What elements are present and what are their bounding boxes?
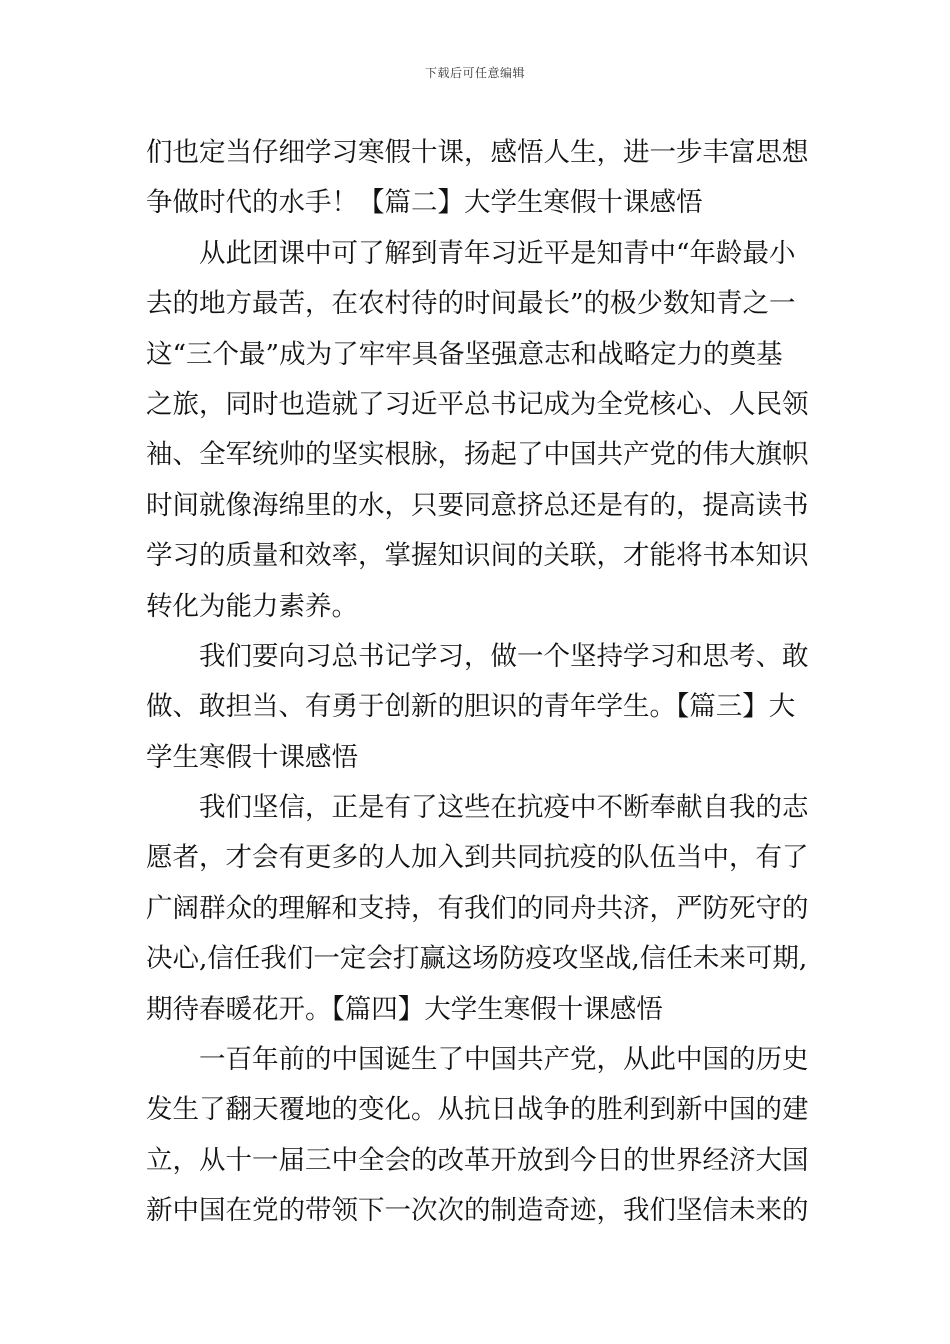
page-header: 下载后可任意编辑 [424, 66, 525, 80]
text-line: 转化为能力素养。 [146, 590, 358, 622]
text-line: 之旅，同时也造就了习近平总书记成为全党核心、人民领 [146, 388, 809, 420]
text-line: 我们要向习总书记学习，做一个坚持学习和思考、敢 [199, 640, 809, 672]
text-line: 学生寒假十课感悟 [146, 741, 358, 773]
text-line: 广阔群众的理解和支持，有我们的同舟共济，严防死守的 [146, 892, 809, 924]
text-line: 立，从十一届三中全会的改革开放到今日的世界经济大国 [146, 1144, 809, 1176]
text-line: 愿者，才会有更多的人加入到共同抗疫的队伍当中，有了 [146, 842, 809, 874]
text-line: 一百年前的中国诞生了中国共产党，从此中国的历史 [199, 1044, 809, 1076]
text-line: 袖、全军统帅的坚实根脉，扬起了中国共产党的伟大旗帜 [146, 439, 809, 471]
text-line: 新中国在党的带领下一次次的制造奇迹，我们坚信未来的 [146, 1195, 809, 1227]
text-line: 从此团课中可了解到青年习近平是知青中“年龄最小 [199, 237, 796, 269]
text-line: 决心,信任我们一定会打赢这场防疫攻坚战,信任未来可期, [146, 943, 808, 975]
text-line: 这“三个最”成为了牢牢具备坚强意志和战略定力的奠基 [146, 338, 783, 370]
text-line: 学习的质量和效率，掌握知识间的关联，才能将书本知识 [146, 540, 809, 572]
text-line: 期待春暖花开。【篇四】大学生寒假十课感悟 [146, 993, 663, 1025]
text-line: 时间就像海绵里的水，只要同意挤总还是有的，提高读书 [146, 489, 809, 521]
text-line: 争做时代的水手！【篇二】大学生寒假十课感悟 [146, 187, 703, 219]
text-line: 去的地方最苦，在农村待的时间最长”的极少数知青之一 [146, 288, 796, 320]
text-line: 做、敢担当、有勇于创新的胆识的青年学生。【篇三】大 [146, 691, 796, 723]
text-line: 发生了翻天覆地的变化。从抗日战争的胜利到新中国的建 [146, 1094, 809, 1126]
body-text [146, 128, 809, 1237]
text-line: 我们坚信，正是有了这些在抗疫中不断奉献自我的志 [199, 792, 809, 824]
text-line: 们也定当仔细学习寒假十课，感悟人生，进一步丰富思想 [146, 137, 809, 168]
